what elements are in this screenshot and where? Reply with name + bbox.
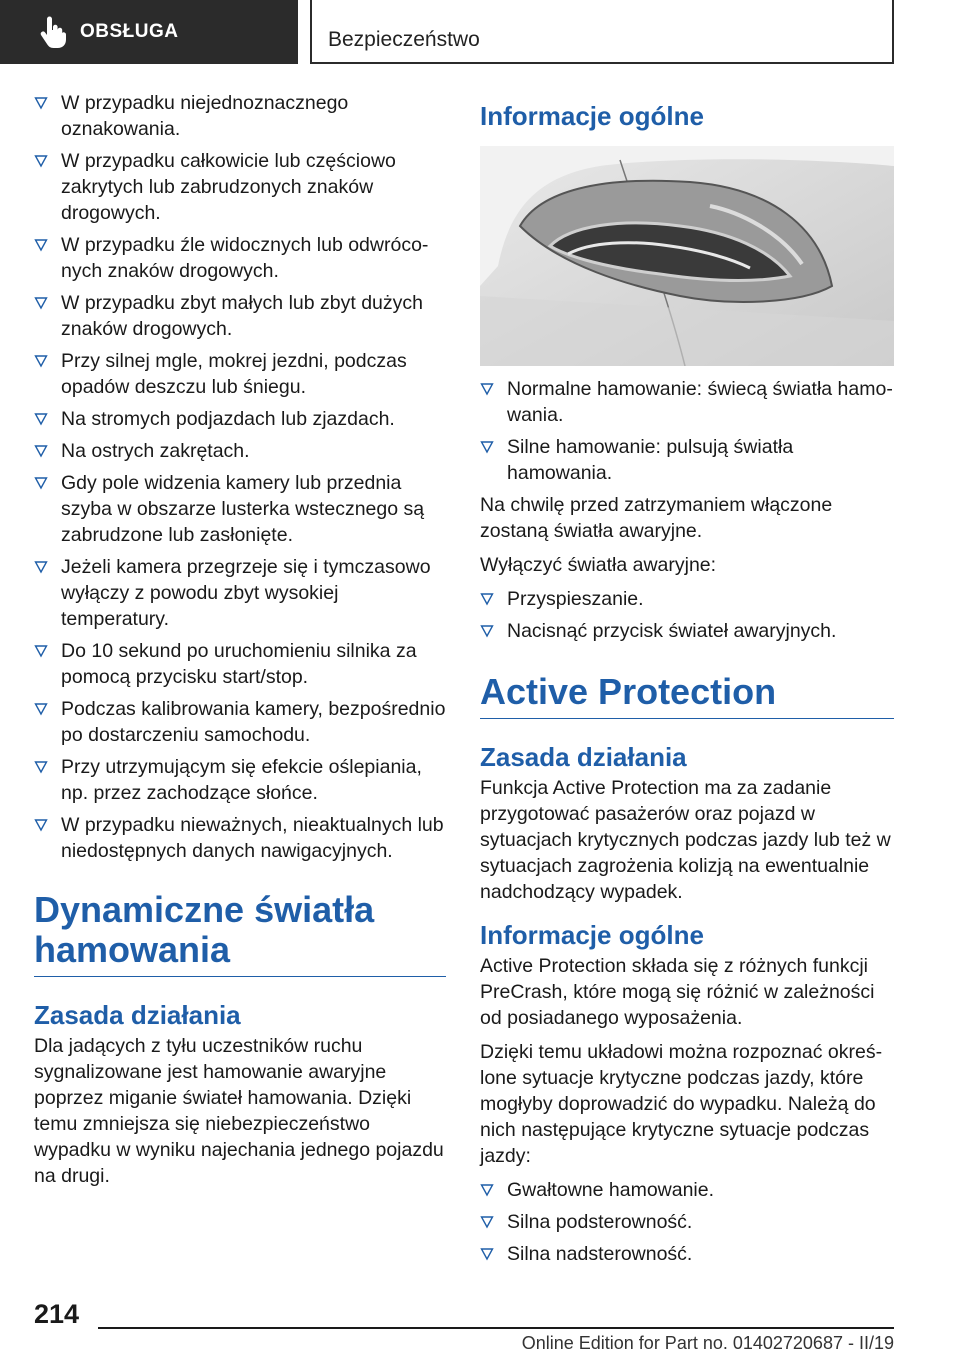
critical-situations-list (480, 1177, 894, 1267)
list-item: Gdy pole widzenia kamery lub przednia szyba w obszarze lusterka wstecznego są zabrudzone lub zasłonięte. (34, 470, 446, 548)
list-item: W przypadku niejednoznacznego oznakowania. (34, 90, 446, 142)
body-paragraph: Funkcja Active Protection ma za zadanie przygotować pasażerów oraz pojazd w sytuacjach krytycznych podczas jazdy lub też w sytuacjach zagrożenia kolizją na ewentualnie nadchodzący wypadek. (480, 777, 891, 903)
list-item: Podczas kalibrowania kamery, bezpośrednio po dostarczeniu samochodu. (34, 696, 446, 748)
section-heading: Active Protection (480, 672, 894, 719)
body-paragraph: Dzięki temu układowi można rozpoznać określone sytuacje krytyczne podczas jazdy, które mogłyby doprowadzić do wypadku. Należą do nich następujące krytyczne sytuacje podczas jazdy: (480, 1041, 883, 1167)
triangle-bullet-icon (480, 1247, 494, 1261)
body-paragraph: Na chwilę przed zatrzymaniem włączone zostaną światła awaryjne. (480, 494, 833, 542)
triangle-bullet-icon (480, 382, 494, 396)
list-item: Na ostrych zakrętach. (34, 438, 446, 464)
right-column (480, 90, 894, 1273)
edition-note: Online Edition for Part no. 01402720687 - II/19 (521, 1333, 894, 1353)
triangle-bullet-icon (480, 1215, 494, 1229)
triangle-bullet-icon (480, 440, 494, 454)
triangle-bullet-icon (34, 444, 48, 458)
section-heading: Dynamiczne światła hamowania (34, 890, 446, 977)
subsection-heading: Informacje ogólne (480, 920, 704, 950)
left-column (34, 90, 446, 1197)
triangle-bullet-icon (34, 154, 48, 168)
list-item: W przypadku zbyt małych lub zbyt dużych znaków drogowych. (34, 290, 446, 342)
list-item: Gwałtowne hamowanie. (480, 1177, 894, 1203)
triangle-bullet-icon (34, 760, 48, 774)
triangle-bullet-icon (480, 624, 494, 638)
section-title: Bezpieczeństwo (328, 28, 480, 51)
triangle-bullet-icon (480, 592, 494, 606)
body-paragraph: Active Protection składa się z różnych funkcji PreCrash, które mogą się różnić w zależności od posiadanego wyposażenia. (480, 955, 875, 1029)
triangle-bullet-icon (34, 476, 48, 490)
list-item: W przypadku źle widocznych lub odwróconych znaków drogowych. (34, 232, 446, 284)
triangle-bullet-icon (34, 354, 48, 368)
triangle-bullet-icon (480, 1183, 494, 1197)
triangle-bullet-icon (34, 818, 48, 832)
list-item: Silne hamowanie: pulsują światła hamowania. (480, 434, 894, 486)
section-header (310, 0, 894, 64)
list-item: Do 10 sekund po uruchomieniu silnika za pomocą przycisku start/stop. (34, 638, 446, 690)
subsection-heading: Informacje ogólne (480, 101, 704, 131)
footer-divider (98, 1327, 894, 1329)
tail-light-image (480, 146, 894, 366)
page-number: 214 (34, 1299, 80, 1329)
list-item: Jeżeli kamera przegrzeje się i tymczasowo wyłączy z powodu zbyt wysokiej temperatury. (34, 554, 446, 632)
subsection-heading: Zasada działania (34, 1000, 241, 1030)
list-item: Silna nadsterowność. (480, 1241, 894, 1267)
tail-light-illustration (480, 146, 894, 366)
list-item: Na stromych podjazdach lub zjazdach. (34, 406, 446, 432)
body-paragraph: Wyłączyć światła awaryjne: (480, 554, 717, 576)
list-item: Normalne hamowanie: świecą światła hamowania. (480, 376, 894, 428)
chapter-tab (0, 0, 298, 64)
brake-light-list (480, 376, 894, 486)
list-item: W przypadku nieważnych, nieaktualnych lub niedostępnych danych nawigacyjnych. (34, 812, 446, 864)
body-paragraph: Dla jadących z tyłu uczestników ruchu sygnalizowane jest hamowanie awaryjne poprzez miganie świateł hamowania. Dzięki temu zmniejsza się niebezpieczeństwo wypadku w wyniku najechania jednego pojazdu na drugi. (34, 1035, 444, 1187)
list-item: Przy silnej mgle, mokrej jezdni, podczas opadów deszczu lub śniegu. (34, 348, 446, 400)
limitations-list (34, 90, 446, 864)
hazard-off-list (480, 586, 894, 644)
triangle-bullet-icon (34, 702, 48, 716)
chapter-tab-label: OBSŁUGA (80, 21, 179, 42)
list-item: Przy utrzymującym się efekcie oślepiania, np. przez zachodzące słońce. (34, 754, 446, 806)
triangle-bullet-icon (34, 296, 48, 310)
triangle-bullet-icon (34, 96, 48, 110)
list-item: Silna podsterowność. (480, 1209, 894, 1235)
list-item: W przypadku całkowicie lub częściowo zakrytych lub zabrudzonych znaków drogowych. (34, 148, 446, 226)
list-item: Nacisnąć przycisk świateł awaryjnych. (480, 618, 894, 644)
triangle-bullet-icon (34, 560, 48, 574)
subsection-heading: Zasada działania (480, 742, 687, 772)
hand-pointer-icon (38, 16, 66, 48)
triangle-bullet-icon (34, 238, 48, 252)
triangle-bullet-icon (34, 412, 48, 426)
list-item: Przyspieszanie. (480, 586, 894, 612)
triangle-bullet-icon (34, 644, 48, 658)
